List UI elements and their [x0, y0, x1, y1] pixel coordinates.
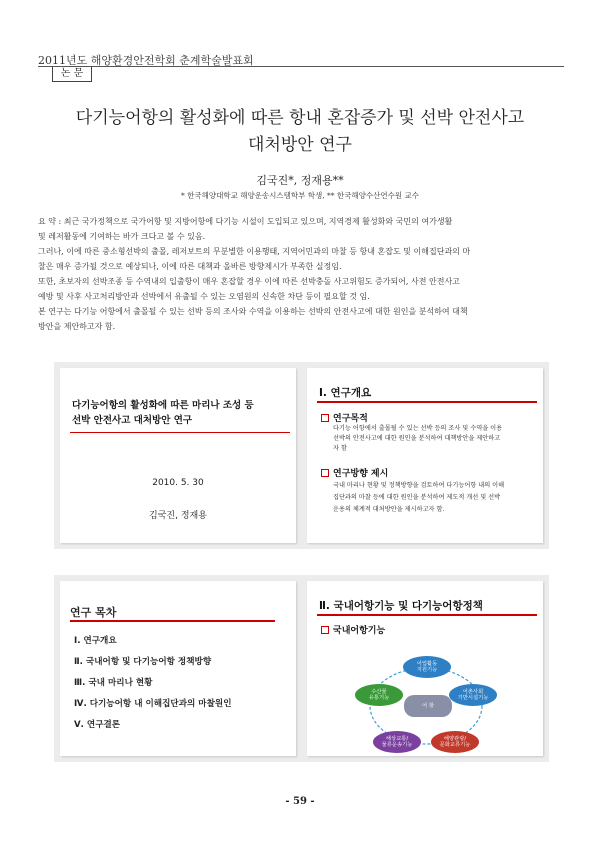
abstract-line: 찰은 매우 증가될 것으로 예상되나, 이에 따른 대책과 올바른 방향제시가 부족한 실정임.: [38, 262, 342, 271]
abstract-line: 또한, 초보자의 선박조종 등 수역내의 입출항이 매우 혼잡할 경우 이에 따른 선박충돌 사고위험도 증가되어, 사전 안전사고: [38, 277, 460, 286]
conference-name: 2011년도 해양환경안전학회 춘계학술발표회: [38, 54, 254, 67]
paper-title-line2: 대처방안 연구: [248, 135, 352, 155]
bullet-heading-direction: [321, 466, 388, 479]
node-seafood-distribution: 수산물 유통기능: [355, 684, 403, 706]
abstract-line: 방안을 제안하고자 함.: [38, 322, 116, 331]
slide-title-rule: [70, 432, 290, 433]
paper-type-badge: 논 문: [52, 67, 92, 82]
slide-authors: 김국진, 정재용: [149, 511, 207, 521]
abstract-line: 및 레저활동에 기여하는 바가 크다고 볼 수 있음.: [38, 232, 206, 241]
slide-title-line2: 선박 안전사고 대처방안 연구: [72, 415, 193, 426]
bullet-heading-text: 연구목적: [333, 414, 368, 424]
slide-overview: [301, 362, 549, 549]
bullet-heading-purpose: [321, 411, 368, 424]
center-node: 어 항: [404, 695, 452, 717]
bullet-line: 운용의 체계적 대처방안을 제시하고자 함.: [333, 506, 445, 513]
section-heading: Ⅰ. 연구개요: [319, 387, 372, 399]
paper-title-line1: 다기능어항의 활성화에 따른 항내 혼잡증가 및 선박 안전사고: [75, 108, 525, 128]
slide-title: [54, 362, 302, 549]
slide-title-line1: 다기능어항의 활성화에 따른 마리나 조성 등: [72, 400, 254, 411]
slide-canvas: [60, 368, 296, 543]
slide-toc: [54, 575, 302, 762]
toc-item: Ⅲ. 국내 마리나 현황: [74, 678, 153, 688]
bullet-line: 국내 마리나 현황 및 정책방향을 검토하여 다기능어항 내의 이해: [333, 482, 505, 489]
slide-canvas: [307, 368, 543, 543]
abstract-line: 예방 및 사후 사고처리방안과 선박에서 유출될 수 있는 오염원의 신속한 차단 등이 필요할 것 임.: [38, 292, 370, 301]
node-tourism-culture: 해양관광/ 문화교류기능: [431, 731, 479, 753]
slide-title-text: [72, 398, 254, 428]
node-maritime-logistics: 해상교통/ 물류운송기능: [373, 731, 421, 753]
bullet-text-direction: [333, 480, 538, 516]
bullet-heading-text: 연구방향 제시: [333, 469, 389, 479]
toc-heading: 연구 목차: [70, 606, 117, 619]
section-rule: [317, 401, 537, 403]
node-fishing-support: 어업활동 지원기능: [403, 656, 451, 678]
affiliation: * 한국해양대학교 해양운송시스템학부 학생, ** 한국해양수산연수원 교수: [180, 191, 420, 200]
abstract-line: 그러나, 이에 따른 중소형선박의 출몰, 레저보트의 무분별한 이용행태, 지역어민과의 마찰 등 항내 혼잡도 및 이해집단과의 마: [38, 247, 471, 256]
slide-canvas: [307, 581, 543, 756]
bullet-heading-functions: [321, 623, 385, 636]
square-bullet-icon: [321, 414, 329, 422]
bullet-heading-text: 국내어항기능: [333, 626, 386, 636]
slide-harbor-functions: [301, 575, 549, 762]
toc-item: Ⅱ. 국내어항 및 다기능어항 정책방향: [74, 657, 212, 667]
toc-item: Ⅴ. 연구결론: [74, 720, 121, 730]
section-heading: Ⅱ. 국내어항기능 및 다기능어항정책: [319, 600, 483, 612]
square-bullet-icon: [321, 626, 329, 634]
node-fishing-village-infra: 어촌사회 기반시설기능: [449, 684, 497, 706]
bullet-line: 집단과의 마찰 등에 대한 원인을 분석하여 제도적 개선 및 선박: [333, 494, 501, 501]
toc-item: Ⅰ. 연구개요: [74, 636, 117, 646]
abstract: [38, 214, 564, 334]
page-number: - 59 -: [285, 796, 315, 807]
bullet-text-purpose: [333, 424, 538, 454]
harbor-function-cycle-diagram: [351, 651, 501, 761]
slide-date: 2010. 5. 30: [152, 478, 204, 488]
bullet-line: 선박의 안전사고에 대한 원인을 분석하여 대책방안을 제안하고: [333, 435, 501, 442]
header-rule: [38, 66, 564, 67]
bullet-line: 자 함: [333, 445, 347, 452]
authors: 김국진*, 정재용**: [256, 174, 344, 187]
abstract-line: 본 연구는 다기능 어항에서 출몰될 수 있는 선박 등의 조사와 수역을 이용하는 선박의 안전사고에 대한 원인을 분석하여 대책: [38, 307, 468, 316]
square-bullet-icon: [321, 469, 329, 477]
toc-item: Ⅳ. 다기능어항 내 이해집단과의 마찰원인: [74, 699, 232, 709]
abstract-line: 요 약 : 최근 국가정책으로 국가어항 및 지방어항에 다기능 시설이 도입되고 있으며, 지역경제 활성화와 국민의 여가생활: [38, 217, 453, 226]
bullet-line: 다기능 어항에서 출몰될 수 있는 선박 등의 조사 및 수역을 이용: [333, 425, 503, 432]
slide-canvas: [60, 581, 296, 756]
toc-rule: [70, 620, 275, 622]
section-rule: [317, 614, 537, 616]
